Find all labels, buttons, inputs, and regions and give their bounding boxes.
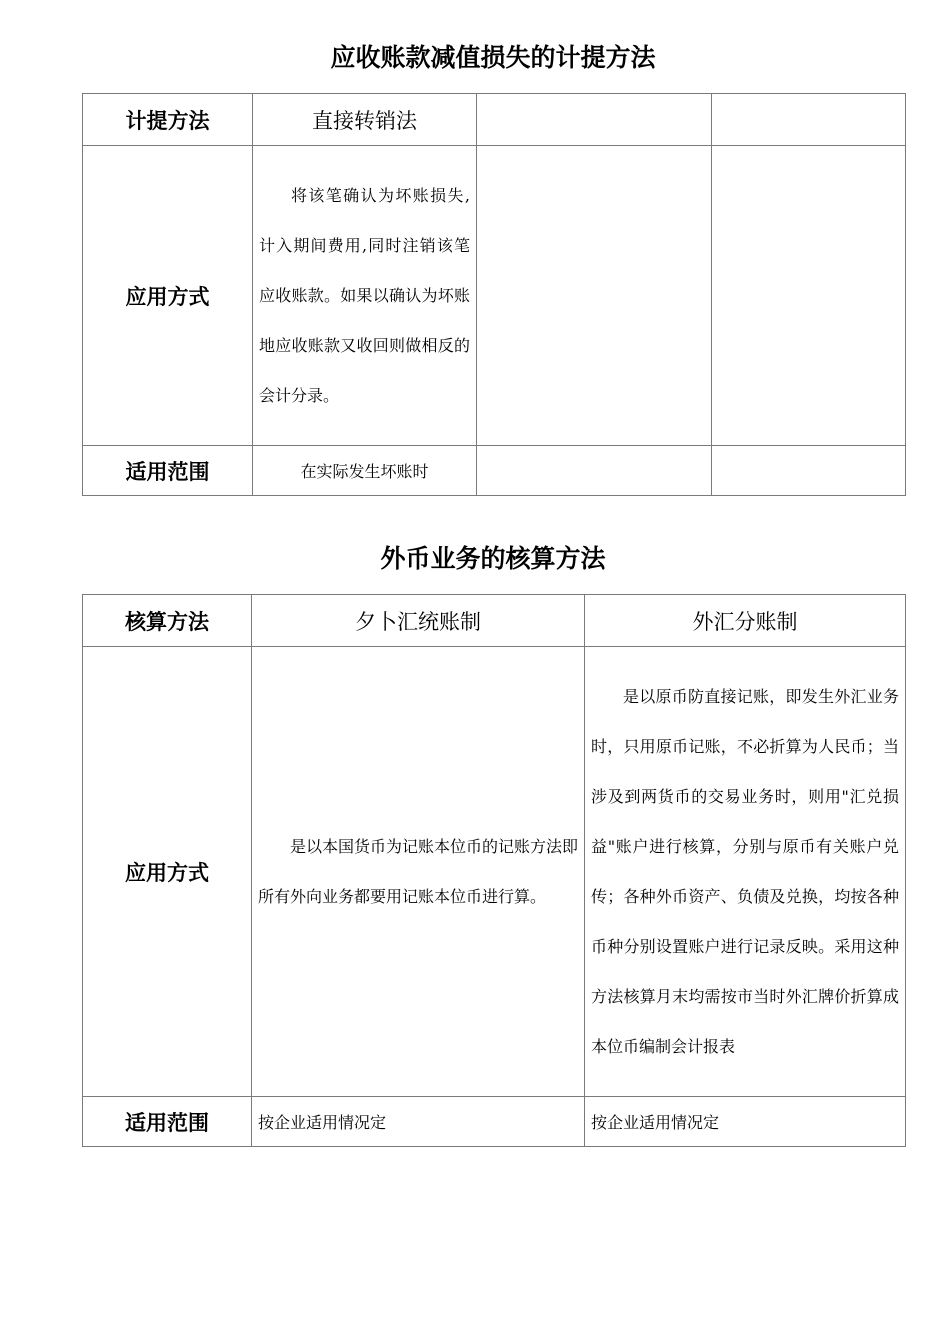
- empty-cell: [712, 446, 906, 496]
- application-text-cell: 将该笔确认为坏账损失,计入期间费用,同时注销该笔应收账款。如果以确认为坏账地应收账款又收回则做相反的会计分录。: [253, 146, 477, 446]
- section1-title: 应收账款减值损失的计提方法: [330, 43, 656, 72]
- provision-methods-table: [82, 93, 906, 496]
- foreign-currency-methods-table: [82, 594, 906, 1147]
- method-unified-account: 夕卜汇统账制: [252, 595, 585, 647]
- header-label-cell: 核算方法: [83, 595, 252, 647]
- scope-label-cell: 适用范围: [83, 1097, 252, 1147]
- application-text-unified: 是以本国货币为记账本位币的记账方法即所有外向业务都要用记账本位币进行算。: [252, 647, 585, 1097]
- table-row: [83, 94, 906, 146]
- table-row: [83, 647, 906, 1097]
- scope-label-cell: 适用范围: [83, 446, 253, 496]
- application-label-cell: 应用方式: [83, 647, 252, 1097]
- method-split-account: 外汇分账制: [585, 595, 906, 647]
- application-label-cell: 应用方式: [83, 146, 253, 446]
- scope-text-cell: 在实际发生坏账时: [253, 446, 477, 496]
- scope-text-split: 按企业适用情况定: [585, 1097, 906, 1147]
- method-direct-writeoff: 直接转销法: [253, 94, 477, 146]
- empty-cell: [477, 446, 712, 496]
- section2-title: 外币业务的核算方法: [380, 544, 606, 573]
- scope-text-unified: 按企业适用情况定: [252, 1097, 585, 1147]
- empty-cell: [477, 146, 712, 446]
- empty-cell: [712, 94, 906, 146]
- empty-cell: [712, 146, 906, 446]
- table-row: [83, 446, 906, 496]
- table-row: [83, 1097, 906, 1147]
- table-row: [83, 146, 906, 446]
- header-label-cell: 计提方法: [83, 94, 253, 146]
- empty-cell: [477, 94, 712, 146]
- application-text-split: 是以原币防直接记账，即发生外汇业务时，只用原币记账，不必折算为人民币；当涉及到两货币的交易业务时，则用"汇兑损益"账户进行核算，分别与原币有关账户兑传；各种外币资产、负债及兑换，均按各种币种分别设置账户进行记录反映。采用这种方法核算月末均需按市当时外汇牌价折算成本位币编制会计报表: [585, 647, 906, 1097]
- table-row: [83, 595, 906, 647]
